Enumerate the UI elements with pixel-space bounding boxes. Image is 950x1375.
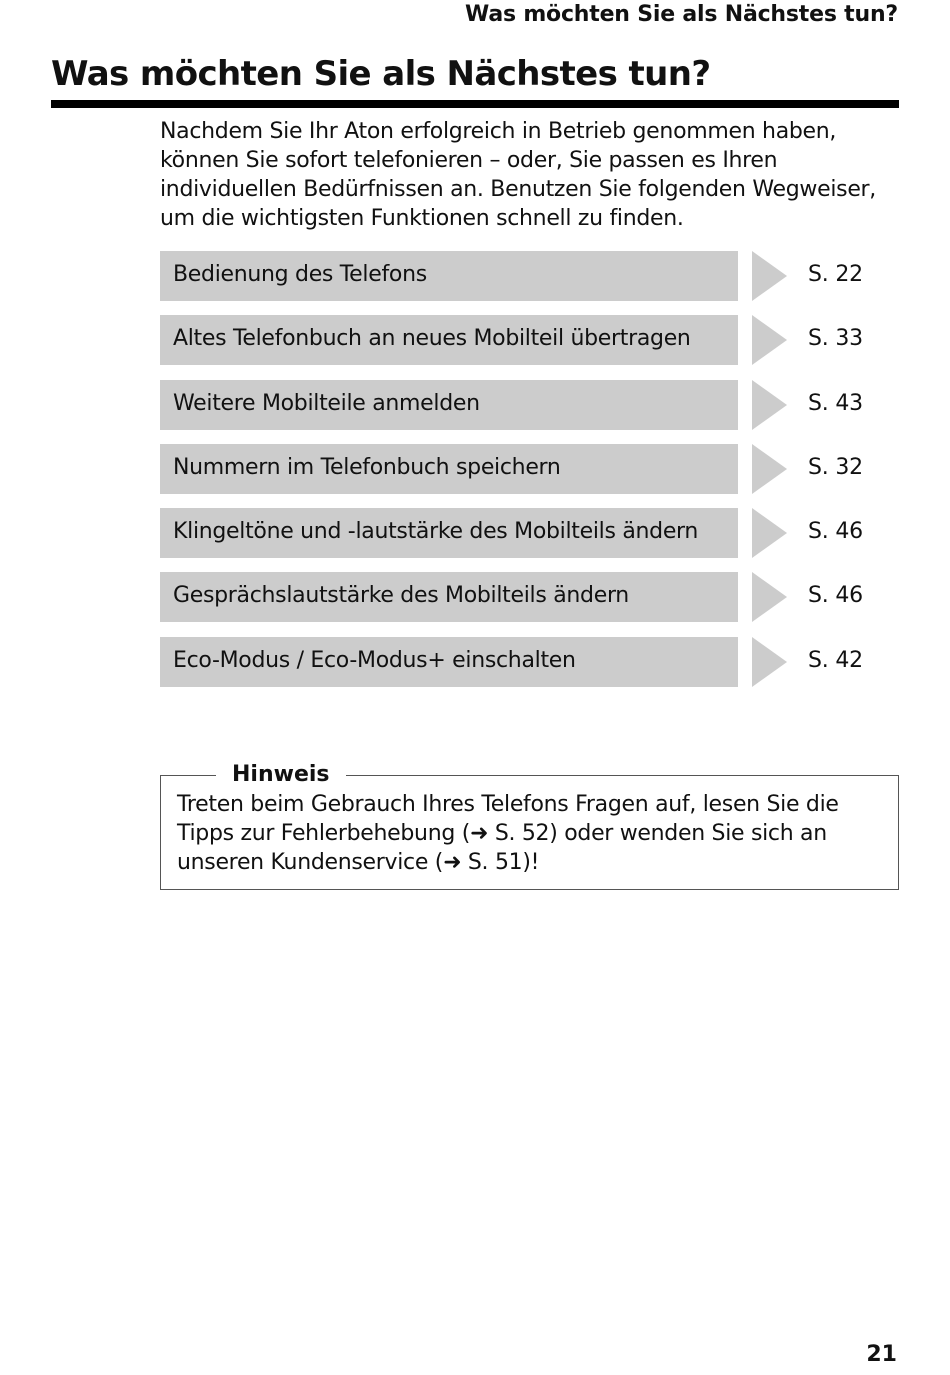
page-number: 21 [866, 1342, 897, 1367]
guide-page-ref[interactable]: S. 42 [808, 647, 863, 673]
guide-label-box [160, 315, 738, 365]
note-box [160, 762, 899, 890]
guide-label: Eco-Modus / Eco-Modus+ einschalten [173, 647, 576, 673]
guide-page-ref[interactable]: S. 46 [808, 583, 863, 609]
guide-item[interactable] [160, 572, 900, 622]
title-rule [51, 100, 899, 108]
guide-label-box [160, 251, 738, 301]
note-text-part: Treten beim Gebrauch Ihres Telefons Fragen auf, lesen Sie die Tipps zur Fehlerbehebung ( [177, 792, 839, 846]
running-header: Was möchten Sie als Nächstes tun? [465, 2, 898, 27]
guide-label-box [160, 444, 738, 494]
guide-label-box [160, 508, 738, 558]
note-title: Hinweis [216, 761, 346, 789]
triangle-arrow-icon [752, 380, 787, 430]
guide-item[interactable] [160, 444, 900, 494]
guide-label: Altes Telefonbuch an neues Mobilteil übertragen [173, 326, 691, 352]
guide-item[interactable] [160, 637, 900, 687]
guide-label-box [160, 380, 738, 430]
guide-label: Bedienung des Telefons [173, 262, 427, 287]
guide-label-box [160, 572, 738, 622]
triangle-arrow-icon [752, 508, 787, 558]
right-arrow-icon: ➜ [443, 850, 468, 875]
guide-page-ref[interactable]: S. 43 [808, 390, 863, 416]
right-arrow-icon: ➜ [469, 821, 495, 846]
guide-label: Gesprächslautstärke des Mobilteils ändern [173, 583, 629, 609]
guide-item[interactable] [160, 315, 900, 365]
note-text-part: )! [522, 850, 540, 875]
guide-page-ref[interactable]: S. 32 [808, 454, 863, 480]
guide-list [160, 251, 900, 701]
note-text-part: ) oder wenden Sie sich an unseren Kundenservice ( [177, 821, 827, 875]
guide-item[interactable] [160, 380, 900, 430]
intro-paragraph: Nachdem Sie Ihr Aton erfolgreich in Betrieb genommen haben, können Sie sofort telefonieren – oder, Sie passen es Ihren individuellen Bedürfnissen an. Benutzen Sie folgenden Wegweiser, um die wichtigsten Funktionen schnell zu finden. [160, 119, 876, 231]
guide-item[interactable] [160, 508, 900, 558]
triangle-arrow-icon [752, 637, 787, 687]
triangle-arrow-icon [752, 251, 787, 301]
guide-label: Klingeltöne und -lautstärke des Mobilteils ändern [173, 519, 699, 545]
triangle-arrow-icon [752, 572, 787, 622]
note-page-ref[interactable]: S. 52 [494, 821, 550, 846]
note-text [177, 790, 887, 877]
guide-label: Nummern im Telefonbuch speichern [173, 454, 561, 480]
guide-page-ref[interactable]: S. 46 [808, 519, 863, 545]
note-page-ref[interactable]: S. 51 [467, 850, 523, 875]
page-title: Was möchten Sie als Nächstes tun? [51, 54, 711, 94]
triangle-arrow-icon [752, 444, 787, 494]
guide-page-ref[interactable]: S. 33 [808, 326, 863, 352]
guide-page-ref[interactable]: S. 22 [808, 262, 863, 287]
guide-item[interactable] [160, 251, 900, 301]
guide-label-box [160, 637, 738, 687]
guide-label: Weitere Mobilteile anmelden [173, 390, 480, 416]
triangle-arrow-icon [752, 315, 787, 365]
